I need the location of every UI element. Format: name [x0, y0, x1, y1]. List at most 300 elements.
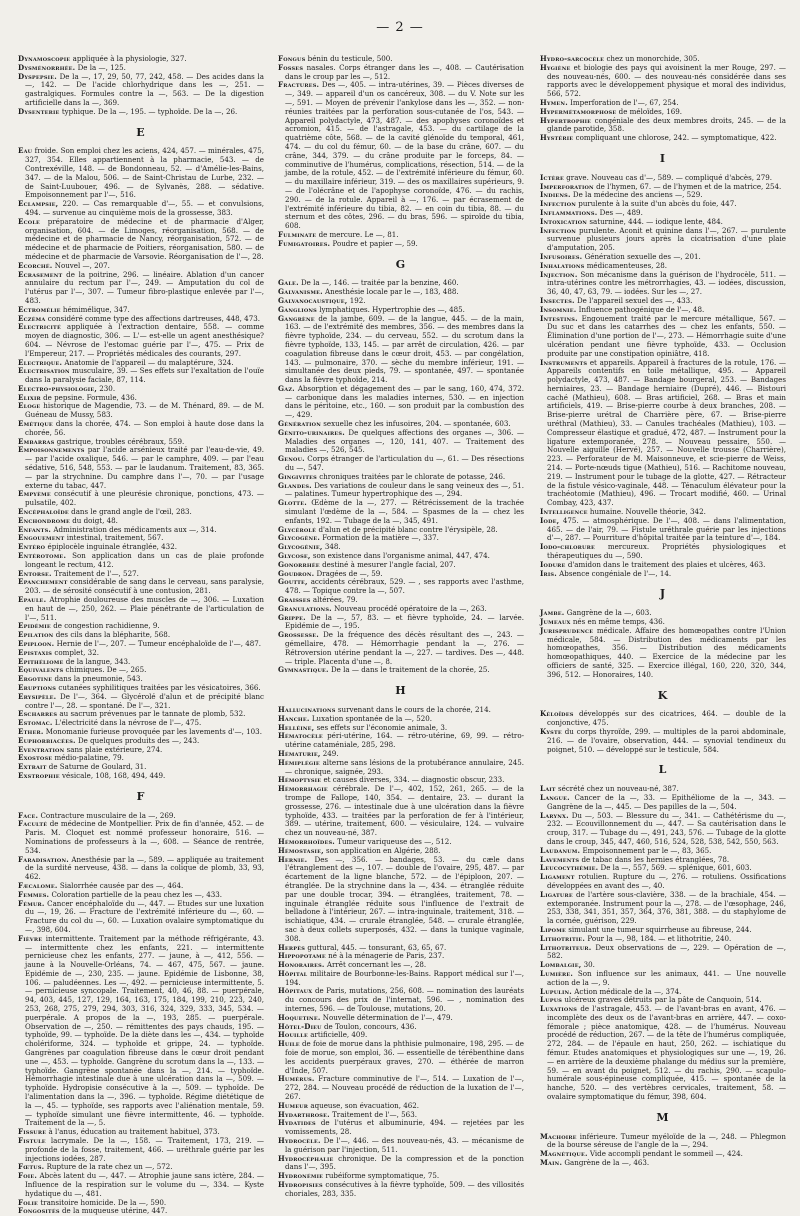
entry-text: De l'—, 446. — des nouveau-nés, 43. — mécanisme de la guérison par l'injection, 511.	[285, 1136, 524, 1154]
entry-headword: Granulations.	[278, 603, 332, 613]
entry-text: De la —, 17, 29, 50, 77, 242, 458. — Des acides dans la —, 142. — De l'acide chlorhydrique dans les —, 251. — gastralgiques. Formules contre la —, 563. — De la digestion artificielle dans la —, 369.	[25, 71, 264, 107]
entry-text: Formation de la matière —, 337.	[322, 533, 439, 543]
entry-text: rotulien. Rupture du —, 276. — rotuliens. Ossifications développées en avant des —, 40.	[547, 872, 786, 890]
index-entry	[278, 578, 524, 596]
index-column-2	[278, 54, 525, 1198]
index-entry	[540, 627, 786, 680]
index-entry	[278, 666, 524, 675]
entry-text: artificielle, 409.	[310, 1030, 368, 1040]
entry-headword: Hymen.	[540, 97, 568, 107]
entry-headword: Lombalgie,	[540, 960, 582, 970]
index-entry	[278, 315, 524, 385]
entry-text: Action médicale de la —, 374.	[574, 986, 682, 996]
entry-text: Des variations de couleur dans le sang veineux des —, 51. — palatines. Tumeur hypertrophique des —, 294.	[285, 480, 524, 499]
index-entry	[18, 271, 264, 306]
entry-headword: Gingivites	[278, 471, 317, 481]
entry-text: Empoisonnement par le —, 83, 365.	[582, 845, 712, 855]
page-number: — 2 —	[376, 20, 424, 35]
entry-headword: Enchondrome	[18, 515, 70, 525]
entry-headword: Hypermétamorphose	[540, 106, 617, 116]
entry-text: au sacrum prévenues par le tannate de plomb, 532.	[59, 709, 246, 719]
entry-text: de l'hymen, 67. — de l'hymen et de la matrice, 254.	[596, 181, 782, 191]
index-entry	[18, 552, 264, 570]
entry-text: L'électricité dans la névrose de l'—, 475.	[54, 718, 202, 728]
entry-text: lacrymale. De la —, 158. — Traitement, 173, 219. — profonde de la fosse, traitement, 466. — uréthrale guérie par les injections iodées, 287.	[25, 1136, 264, 1163]
entry-headword: Goutte,	[278, 577, 308, 587]
entry-headword: Intoxication	[540, 216, 588, 226]
entry-text: de Saturne de Goulard, 31.	[48, 762, 147, 772]
entry-headword: Fosses	[278, 62, 304, 72]
entry-text: sécrété chez un nouveau-né, 387.	[558, 784, 679, 794]
entry-text: 348.	[324, 542, 341, 552]
entry-text: des cils dans la blépharite, 568.	[55, 630, 171, 640]
entry-text: Poudre et papier —, 59.	[332, 238, 418, 248]
entry-text: Son influence sur les animaux, 441. — Une nouvelle action de la —, 9.	[547, 968, 786, 987]
entry-text: Traitement de l'—, 563.	[332, 1109, 417, 1119]
entry-text: purulente à la suite d'un abcès du foie, 447.	[578, 199, 737, 209]
index-entry	[540, 891, 786, 926]
entry-headword: Hoquetine.	[278, 1012, 321, 1022]
entry-headword: Eventration	[18, 744, 65, 754]
entry-text: sans plaie extérieure, 274.	[66, 744, 163, 754]
entry-headword: Génito-urinaires.	[278, 427, 345, 437]
entry-headword: Lupus	[540, 995, 563, 1005]
entry-headword: Faculté	[18, 819, 48, 829]
entry-text: chroniques traitées par le chlorate de potasse, 246.	[319, 471, 506, 481]
entry-headword: Hémostasie,	[278, 845, 324, 855]
entry-headword: Hôpital	[278, 968, 308, 978]
entry-headword: Injection.	[540, 269, 578, 279]
entry-text: considéré comme type des affections dartreuses, 448, 473.	[47, 313, 260, 323]
entry-text: altérées, 79.	[312, 595, 358, 605]
index-entry	[18, 900, 264, 935]
index-entry	[18, 420, 264, 438]
index-entry	[18, 490, 264, 508]
entry-headword: Kéloïdes	[540, 709, 574, 719]
index-entry	[278, 759, 524, 777]
entry-text: Pour la —, 98, 184. — et lithotritie, 240.	[587, 933, 732, 943]
entry-headword: Gonorrhée	[278, 559, 320, 569]
entry-headword: Ganglions	[278, 304, 317, 314]
entry-text: purulente. Aconit et quinine dans l'—, 267. — purulente survenue plusieurs jours après la cicatrisation d'une plaie d'amputation, 205.	[547, 225, 786, 253]
entry-text: De la — dans le traitement de la chorée, 25.	[330, 665, 490, 675]
entry-text: de Toulon, concours, 436.	[323, 1021, 417, 1031]
index-entry	[278, 1137, 524, 1155]
entry-text: guttural, 445. — tonsurant, 63, 65, 67.	[307, 942, 447, 952]
entry-text: Coloration partielle de la peau chez les —, 433.	[51, 889, 223, 899]
entry-text: de la jambe, 609. — de la langue, 445. — de la main, 163. — de l'extrémité des membres, 356. — des membres dans la fièvre typhoïde, 234. — du cerveau, 552. — du scrotum dans la fièvre typhoïde, 133, 145. — par arrêt de circulation, 426. — par coagulation fibreuse dans le cœur droit, 453. — par congélation, 143. — pulmonaire, 370. — sèche du membre inférieur, 191. — simultanée des deux pieds, 79. — spontanée, 497. — spontanée dans la fièvre typhoïde, 214.	[285, 313, 525, 385]
entry-text: Nouvel —, 207.	[54, 260, 110, 270]
entry-headword: Hanche.	[278, 713, 310, 723]
index-entry	[278, 970, 524, 988]
entry-headword: Jumeaux	[540, 617, 571, 627]
entry-text: épiplocèle inguinale étranglée, 432.	[47, 542, 177, 552]
entry-text: de Paris, mutations, 256, 608. — nomination des lauréats du concours des prix de l'internat, 596. — , nomination des internes, 596. — de Toulouse, mutations, 20.	[285, 986, 524, 1014]
index-entry	[540, 64, 786, 99]
entry-headword: Dynamoscopie	[18, 54, 71, 63]
index-entry	[18, 1137, 264, 1163]
entry-text: Vide accompli pendant le sommeil —, 424.	[589, 1149, 743, 1159]
entry-text: Imperforation de l'—, 67, 254.	[570, 97, 679, 107]
entry-text: ulcéreux graves détruits par la pâte de Canquoin, 514.	[564, 995, 762, 1005]
entry-headword: Glycose,	[278, 551, 311, 561]
entry-text: congéniale des deux membres droits, 245. — de la glande parotide, 358.	[547, 115, 786, 134]
entry-headword: Hydrocèle.	[278, 1136, 321, 1146]
entry-headword: Folie	[18, 1197, 39, 1207]
entry-text: Gangrène de la —, 463.	[564, 1158, 650, 1168]
entry-text: Tumeur variqueuse des —, 512.	[337, 836, 452, 846]
entry-text: humaine. Nouvelle théorie, 342.	[589, 507, 706, 517]
entry-text: Sialorrhée causée par des —, 464.	[59, 880, 184, 890]
entry-text: du doigt, 48.	[72, 515, 118, 525]
letter-heading: K	[657, 688, 669, 702]
entry-headword: Magnétique.	[540, 1149, 588, 1159]
entry-text: Rupture de la rate chez un —, 572.	[46, 1162, 173, 1172]
entry-text: dans la chorée, 474. — Son emploi à haute dose dans la chorée, 56.	[25, 419, 264, 437]
entry-text: De l'—, 364. — Glycérolé d'alun et de précipité blanc contre l'—, 28. — spontané. De l'—, 321.	[25, 691, 264, 710]
entry-headword: Infection	[540, 199, 577, 209]
entry-headword: Glotte.	[278, 498, 307, 508]
entry-headword: Intestins.	[540, 313, 578, 323]
entry-text: Fracture comminutive de l'—, 514. — Luxation de l'—, 272, 284. — Nouveau procédé de réduction de la luxation de l'—, 267.	[285, 1074, 524, 1102]
entry-text: péri-utérine, 164. — rétro-utérine, 69, 99. — rétro-utérine cataméniale, 285, 298.	[285, 731, 524, 750]
entry-text: considérable de sang dans le cerveau, sans paralysie, 203. — de sérosité consécutif à une contusion, 281.	[25, 577, 264, 596]
entry-headword: Fœtus.	[18, 1162, 45, 1172]
entry-headword: Epiploon.	[18, 639, 55, 648]
index-entry	[18, 446, 264, 490]
entry-headword: Langue.	[540, 792, 570, 802]
entry-text: Administration des médicaments aux —, 314.	[53, 524, 217, 534]
entry-text: de méloïdes, 169.	[618, 106, 683, 116]
entry-headword: Ectromélie	[18, 304, 61, 314]
index-entry	[540, 812, 786, 847]
entry-headword: Instruments	[540, 357, 588, 367]
entry-text: Génération sexuelle des —, 201.	[584, 251, 701, 261]
entry-text: alterne sans lésions de la protubérance annulaire, 245. — chronique, saignée, 293.	[285, 757, 524, 776]
entry-text: De quelques produits des —, 243.	[77, 735, 200, 745]
index-entry	[278, 482, 524, 500]
entry-text: de congestion rachidienne, 9.	[53, 621, 160, 631]
index-entry	[540, 271, 786, 297]
entry-headword: Dysménorrhée.	[18, 62, 76, 72]
entry-headword: Intelligence	[540, 507, 588, 517]
index-entry	[540, 1005, 786, 1102]
entry-text: vésicale, 108, 168, 494, 449.	[62, 770, 166, 780]
index-entry	[278, 785, 524, 838]
index-entry	[278, 987, 524, 1013]
entry-text: De l'appareil sexuel des —, 433.	[576, 295, 693, 305]
entry-headword: Estomac.	[18, 718, 53, 728]
entry-headword: Infection	[540, 225, 577, 235]
entry-text: Cancer encéphaloïde du —, 447. — Etudes sur une luxation du —, 19, 26. — Fracture de l'extrémité inférieure du —, 60. — Fracture du col du —, 60. — Luxation ovalaire symptomatique du —, 398, 604.	[25, 898, 264, 934]
entry-text: Des —, 405. — intra-utérines, 39. — Pièces diverses de —, 349. — appareil d'un os cancéreux, 308. — du V. Note sur les —, 591. — Moyen de prévenir l'ankylose dans les —, 352. — non-réunies traitées par la perforation sous-cutanée de l'os, 543. — Appareil polydactyle, 473, 487. — des apophyses coronoïdes et acromion, 415. — de l'astragale, 453. — du cartilage de la quatrième côte, 568. — de la cavité glénoïde du temporal, 461, 474. — du col du fémur, 60. — de la base du crâne, 607. — du crâne, 344, 379. — du crâne produite par le forceps, 84. — comminutive de l'humérus, complications, résection, 514. — de la jambe, de la rotule, 452. — de l'extrémité inférieure du fémur, 60. — du maxillaire inférieur, 319. — des os maxillaires supérieurs, 9. — de l'olécrâne et de l'apophyse coronoïde, 476. — du rachis, 290. — de la rotule. Appareil à —, 176. — par écrasement de l'extrémité inférieure du tibia, 82. — en coin du tibia, 88. — du sternum et des côtes, 296. — du bras, 596. — spiroïde du tibia, 608.	[285, 80, 524, 231]
index-entry	[278, 499, 524, 525]
entry-headword: Lupulin.	[540, 986, 572, 996]
entry-headword: Glycogène.	[278, 533, 321, 543]
entry-text: dans la pneumonie, 543.	[54, 674, 143, 684]
index-entry	[278, 429, 524, 455]
entry-text: 475. — atmosphérique. De l'—, 408. — dans l'alimentation, 465. — de l'air, 79. — Fistule uréthrale guérie par les injections d'—, 287. — Pourriture d'hôpital traitée par la teinture d'—, 184.	[547, 515, 786, 543]
entry-text: intestinal, traitement, 567.	[66, 533, 164, 543]
entry-text: développés sur des cicatrices, 464. — double de la conjonctive, 475.	[547, 709, 786, 728]
entry-headword: Hydatides	[278, 1118, 316, 1128]
entry-text: consécutives à la fièvre typhoïde, 509. — des villosités choriales, 283, 335.	[285, 1180, 524, 1198]
index-entry	[540, 794, 786, 812]
entry-text: Deux observations de —, 229. — Opération de —, 582.	[547, 942, 786, 961]
entry-headword: Hernie.	[278, 854, 308, 864]
entry-text: de foie de morue dans la phthisie pulmonaire, 198, 295. — de foie de morue, son emploi, 36. — essentielle de térébenthine dans les accidents puerpéraux graves, 270. — éthérée de marron d'Inde, 507.	[285, 1039, 524, 1075]
entry-text: De la —, 557, 569. — splénique, 601, 603.	[600, 863, 752, 873]
entry-headword: Euphorbiacées.	[18, 735, 76, 745]
entry-text: historique de Magendie, 73. — de M. Thénard, 89. — de M. Guéneau de Mussy, 583.	[25, 401, 265, 420]
entry-text: Influence pathogénique de l'—, 48.	[578, 304, 705, 314]
index-entry	[540, 315, 786, 359]
index-entry	[540, 710, 786, 728]
entry-text: hémimélique, 347.	[62, 304, 130, 314]
entry-text: gastrique, troubles cérébraux, 559.	[56, 436, 185, 446]
entry-headword: Hôtel-Dieu	[278, 1021, 322, 1031]
entry-text: survenant dans le cours de la chorée, 214.	[337, 704, 491, 714]
entry-headword: Eloge	[18, 401, 41, 411]
entry-headword: Eczéma	[18, 313, 46, 323]
entry-text: Des —, 356. — bandages, 53. — du cæle dans l'étranglement des —, 107. — double de l'ovaire, 295, 487. — par écartement de la ligne blanche, 572. — de l'épiploon, 207. — étranglée. De la strychnine dans la —, 434. — étranglée réduite par une double trocar, 394. — étranglées, traitement, 78. — inguinale étranglée réduite sous l'influence de l'extrait de belladone à l'intérieur, 267. — intra-inguinale, traitement, 318. — ischiatique, 434. — crurale étranglée, 548. — crurale étranglée, sac à deux collets superposés, 432. — dans la tunique vaginale, 308.	[285, 854, 524, 943]
entry-text: appliquée à l'extraction dentaire, 558. — comme moyen de diagnostic, 306. — L'— est-elle un agent anesthésique? 604. — Névrose de l'estomac guérie par l'—, 475. — Prix de l'Empereur, 217. — Propriétés médicales des courants, 297.	[25, 322, 264, 358]
entry-headword: Hypertrophie	[540, 115, 592, 125]
entry-text: chronique. De la compression et de la ponction dans l'—, 395.	[285, 1153, 524, 1172]
entry-text: du corps thyroïde, 299. — multiples de la paroi abdominale, 216. — de l'ovaire, observation, 444. — synovial tendineux du poignet, 510. — développé sur le testicule, 584.	[547, 726, 786, 754]
entry-headword: Kyste	[540, 726, 562, 736]
index-entry	[18, 578, 264, 596]
entry-text: Anesthésie locale par le —, 183, 488.	[325, 287, 459, 297]
entry-headword: Dyspepsie.	[18, 71, 57, 81]
entry-headword: Eruptions	[18, 682, 57, 692]
entry-headword: Imperforation	[540, 181, 594, 191]
entry-text: Des —, 489.	[599, 207, 643, 217]
entry-text: Luxation spontanée de la —, 520.	[311, 713, 433, 723]
entry-text: Nouveau procédé opératoire de la —, 263.	[334, 603, 487, 613]
entry-headword: Hématurie,	[278, 748, 321, 758]
index-entry	[18, 402, 264, 420]
entry-headword: Helléine,	[278, 722, 315, 732]
entry-headword: Jambe.	[540, 608, 565, 618]
entry-headword: Escharres	[18, 709, 58, 719]
entry-text: Gangrène de la —, 603.	[566, 608, 652, 618]
entry-text: de l'utérus et albuminurie, 494. — rejetées par les vomissements, 28.	[285, 1118, 524, 1137]
index-entry	[18, 856, 264, 882]
entry-headword: Ecole	[18, 216, 41, 226]
entry-headword: Electrique.	[18, 357, 63, 367]
index-entry	[18, 693, 264, 711]
entry-text: rubéiforme symptomatique, 75.	[325, 1171, 440, 1181]
entry-headword: Humérus.	[278, 1074, 315, 1084]
entry-headword: Hallucinations	[278, 704, 336, 714]
entry-headword: Ether.	[18, 726, 44, 736]
entry-headword: Face.	[18, 810, 39, 820]
entry-text: d'alun et de précipité blanc contre l'érysipèle, 28.	[318, 524, 498, 534]
index-entry	[18, 772, 264, 781]
entry-text: simulant une tumeur squirrheuse au fibreuse, 244.	[568, 924, 752, 934]
entry-text: cutanées syphilitiques traitées par les vésicatoires, 366.	[58, 682, 261, 692]
entry-text: chimiques. De —, 265.	[65, 665, 147, 675]
entry-headword: Laudanum.	[540, 845, 581, 855]
entry-text: médicale. Affaire des homœopathes contre l'Union médicale, 584. — Distribution des médicaments par les homœopathes, 356. — Distribution des médicaments homœopathiques, 440. — Exercice de la médecine par les officiers de santé, 325. — Exercice illégal, 160, 220, 320, 344, 396, 512. — Honoraires, 140.	[547, 625, 786, 679]
entry-headword: Inhalations	[540, 260, 585, 270]
entry-text: De la fréquence des décès résultant des —, 243. — gémellaire, 478. — Hémorrhagie pendant la —, 276. — Rétroversion utérine pendant la —, 227. — tardives. Des —, 448. — triple. Placenta d'une —, 8.	[285, 630, 524, 666]
index-entry	[278, 1040, 524, 1075]
entry-text: 249.	[322, 748, 339, 758]
entry-text: militaire de Bourbonne-les-Bains. Rapport médical sur l'—, 194.	[285, 968, 524, 987]
entry-headword: Hydronémie	[278, 1171, 324, 1181]
index-entry	[18, 323, 264, 358]
entry-text: grave. Nouveau cas d'—, 589. — compliqué d'abcès, 279.	[566, 172, 773, 182]
entry-headword: Grippe.	[278, 612, 306, 622]
index-entry	[278, 385, 524, 420]
entry-text: de pepsine. Formule, 436.	[43, 392, 137, 402]
entry-headword: Leucocythémie.	[540, 863, 599, 873]
entry-headword: Epidémie	[18, 621, 51, 631]
entry-text: Dragées de —, 59.	[316, 568, 383, 578]
entry-text: Cancer de la —, 33. — Epithéliome de la —, 343. — Gangrène de la —, 445. — Des papilles de la —, 504.	[547, 792, 786, 811]
index-entry	[18, 820, 264, 855]
entry-text: Absorption et dégagement des — par le sang, 160, 474, 372. — carbonique dans les maladies internes, 530. — en injection dans le péritoine, etc., 160. — son produit par la combustion des —, 429.	[285, 383, 524, 420]
entry-text: son existence dans l'organisme animal, 447, 474.	[312, 551, 490, 561]
entry-headword: Epilation	[18, 630, 54, 640]
index-entry	[540, 873, 786, 891]
entry-headword: Ecorché.	[18, 260, 53, 270]
entry-text: Atrophie douloureuse des muscles de —, 306. — Luxation en haut de —, 250, 262. — Plaie pénétrante de l'articulation de l'—, 511.	[25, 595, 264, 622]
letter-heading: M	[656, 1110, 670, 1124]
entry-text: Engouement traité par le mercure métallique, 567. — Du suc et dans les catarrhes des — chez les enfants, 550. — Élimination d'une portion de l'—, 273. — Hémorrhagie suite d'une ulcération pendant une fièvre typhoïde, 433. — Occlusion produite par une constipation opiniâtre, 418.	[547, 313, 786, 358]
entry-text: de l'astragale, 453. — de l'avant-bras en avant, 476. — incomplète des deux os de l'avant-bras en arrière, 447. — coxo-fémorale ; pièce anatomique, 428. — de l'humérus. Nouveau procédé de réduction, 267. — de la tête de l'humérus compliquée, 272, 284. — de l'épaule en haut, 250, 262. — ischiatique du fémur. Etudes anatomiques et physiologiques sur une —, 19, 26. — en arrière de la deuxième phalange du médius sur la première, 59. — en avant du poignet, 512. — du rachis, 290. — scapulo-humérale sous-épineuse compliquée, 415. — spontanée de la hanche, 520. — des vertèbres cervicales, traitement, 58. — ovalaire symptomatique du fémur, 398, 604.	[547, 1004, 786, 1102]
entry-text: saturnine, 444. — iodique lente, 484.	[589, 216, 723, 226]
entry-text: Abcès latent du —, 447. — Atrophie jaune sans ictère, 284. — Influence de la respiration sur le volume du —, 334. — Kyste hydatique du —, 481.	[25, 1171, 264, 1198]
entry-headword: Infusoires.	[540, 251, 583, 261]
entry-text: dans le grand angle de l'œil, 283.	[71, 507, 192, 517]
entry-headword: Ictère	[540, 172, 564, 182]
index-entry	[540, 134, 786, 143]
entry-text: 192.	[349, 295, 366, 305]
entry-text: Anesthésie par la —, 589. — appliquée au traitement de la surdité nerveuse, 438. — dans la colique de plomb, 33, 93, 462.	[25, 854, 264, 882]
entry-headword: Embarras	[18, 436, 55, 446]
entry-text: son application en Algérie, 288.	[326, 845, 441, 855]
entry-headword: Erysipèle.	[18, 691, 57, 701]
index-entry	[540, 1133, 786, 1151]
entry-text: transitoire homicide. De la —, 590.	[40, 1197, 167, 1207]
entry-text: médio-palatine, 79.	[54, 753, 124, 763]
entry-text: Absence congéniale de l'—, 14.	[559, 568, 672, 578]
entry-headword: Inflammations.	[540, 207, 598, 217]
entry-headword: Fulminate	[278, 229, 317, 239]
entry-headword: Ligament	[540, 872, 575, 882]
entry-text: Hernie de l'—, 207. — Tumeur encéphaloïde de l'—, 487.	[56, 639, 262, 648]
entry-text: sexuelle chez les infusoires, 204. — spontanée, 603.	[323, 419, 511, 429]
entry-headword: Fistule	[18, 1136, 46, 1146]
entry-headword: Femmes.	[18, 889, 50, 899]
entry-text: médicamenteuses, 28.	[586, 260, 668, 270]
index-entry	[278, 732, 524, 750]
entry-headword: Dysenterie	[18, 106, 60, 116]
entry-text: cérébrale. De l'—, 402, 152, 261, 265. — de la trompe de Fallope, 140, 354. — dentaire, 23. — durant la grossesse, 276. — intestinale due à une ulcération dans la fièvre typhoïde, 433. — traitées par la perforation de fer à l'intérieur, 389. — utérine, traitement, 600. — vésiculaire, 124. — vulvaire chez un nouveau-né, 387.	[285, 784, 524, 838]
entry-headword: Génération	[278, 419, 321, 429]
entry-headword: Indiens.	[540, 190, 571, 200]
entry-headword: Galvanisme.	[278, 287, 323, 297]
entry-text: De la —, 57, 83. — et fièvre typhoïde, 24. — larvée. Epidémie de —, 195.	[285, 612, 524, 631]
entry-headword: Honoraires.	[278, 960, 325, 970]
entry-text: lymphatiques. Hypertrophie des —, 485.	[319, 304, 465, 314]
letter-heading: E	[136, 125, 146, 139]
entry-headword: Machoire	[540, 1131, 577, 1141]
entry-headword: Gymnastique.	[278, 665, 329, 675]
entry-headword: Emétique	[18, 419, 53, 429]
index-entry	[278, 64, 524, 82]
entry-text: De la —, 125.	[77, 62, 126, 72]
entry-headword: Encéphaloïde	[18, 507, 69, 517]
entry-headword: Fémur.	[18, 898, 45, 908]
entry-headword: Exostose	[18, 753, 53, 763]
entry-headword: Entérotome.	[18, 551, 67, 561]
entry-text: Anatomie de l'appareil — du malaptérure, 324.	[64, 357, 234, 367]
entry-text: à l'anus, éducation au traitement habituel, 373.	[48, 1127, 220, 1137]
entry-headword: Graisses	[278, 595, 311, 605]
entry-text: Traitement de l'—, 527.	[53, 568, 139, 578]
entry-text: né à la ménagerie de Paris, 237.	[328, 951, 445, 961]
entry-headword: Hôpitaux	[278, 986, 313, 996]
index-entry	[18, 1207, 264, 1216]
entry-headword: Glandes.	[278, 480, 312, 490]
entry-text: et biologie des pays qui avoisinent la mer Rouge, 297. — des nouveau-nés, 600. — des nouveau-nés considérée dans ses rapports avec le développement physique et moral des individus, 566, 572.	[547, 62, 786, 99]
entry-headword: Exstrophie	[18, 770, 60, 780]
index-entry	[278, 81, 524, 231]
entry-headword: Insomnie.	[540, 304, 577, 314]
entry-headword: Eau	[18, 146, 33, 156]
entry-text: Œdème de la —, 277. — Rétrécissement de la trachée simulant l'œdème de la —, 584. — Spasmes de la — chez les enfants, 192. — Tubage de la —, 345, 491.	[285, 498, 524, 525]
entry-headword: Lavements	[540, 854, 580, 864]
entry-text: de tabac dans les hernies étranglées, 78.	[581, 854, 730, 864]
index-entry	[540, 970, 786, 988]
index-entry	[278, 1119, 524, 1137]
entry-text: De la —, 146. — traitée par la benzine, 460.	[301, 278, 459, 288]
letter-heading: F	[136, 789, 146, 803]
entry-headword: Glycogénie,	[278, 542, 323, 552]
entry-headword: Lumière.	[540, 968, 574, 978]
entry-text: et causes diverses, 334. — diagnostic obscur, 233.	[323, 775, 505, 785]
entry-headword: Epaule.	[18, 595, 47, 605]
entry-text: 30.	[583, 960, 595, 970]
index-entry	[18, 1172, 264, 1198]
entry-headword: Jurisprudence	[540, 625, 594, 635]
entry-headword: Hydarthrose.	[278, 1109, 330, 1119]
index-entry	[540, 227, 786, 253]
entry-headword: Main.	[540, 1158, 563, 1168]
entry-headword: Grossesse.	[278, 630, 319, 640]
entry-text: musculaire, 39. — Ses effets sur l'exaltation de l'ouïe dans la paralysie faciale, 87, 114.	[25, 366, 264, 385]
entry-text: chez un monorchide, 305.	[606, 54, 700, 63]
entry-headword: Lait	[540, 784, 556, 794]
entry-headword: Entorse.	[18, 568, 52, 578]
entry-headword: Ergotine	[18, 674, 53, 684]
letter-heading: J	[659, 587, 667, 601]
entry-headword: Foie.	[18, 1171, 38, 1181]
entry-headword: Empoisonnements	[18, 445, 85, 455]
entry-text: complet, 32.	[54, 647, 99, 657]
entry-headword: Epanchement	[18, 577, 68, 587]
entry-headword: Fièvre	[18, 933, 43, 943]
entry-text: et appareils. Appareil à fractures de la rotule, 176. — Appareils contentifs en toile métallique, 495. — Appareil polydactyle, 473, 487. — Bandage bourgeral, 253. — Bandages herniaires, 23. — Bandage herniaire (Dupré), 446. — Bistouri caché (Mathieu), 608. — Bras artificiel, 268. — Bras et main artificiels, 419. — Brise-pierre courbe à deux branches, 208. — Brise-pierre urétral de Charrière père, 67. — Brise-pierre uréthral (Mathieu), 33. — Canules trachéales (Mathieu), 103. — Compresseur élastique et gradué, 472, 487. — Instrument pour la ligature extemporanée, 278. — Nouveau pessaire, 550. — Nouvelle aiguille (Hervé), 257. — Nouvelle trousse (Charrière), 223. — Perforateur de M. Maisonneuve, et scie-pierre de Weiss, 214. — Porte-nœuds tigue (Mathieu), 516. — Rachitome nouveau, 219. — Instrument pour le tubage de la glotte, 427. — Rétracteur de la fistule vésico-vaginale, 448. — Ténaculum élévateur pour la trachéotomie (Mathieu), 496. — Trocart modifié, 460. — Urinal Combay, 423, 437.	[547, 357, 786, 508]
index-entry	[18, 935, 264, 1129]
entry-text: Arrêt concernant les —, 28.	[326, 960, 427, 970]
entry-text: Nouvelle détermination de l'—, 479.	[322, 1012, 453, 1022]
entry-text: 220. — Cas remarquable d'—, 55. — et convulsions, 494. — survenue au cinquième mois de la grossesse, 383.	[25, 199, 264, 217]
